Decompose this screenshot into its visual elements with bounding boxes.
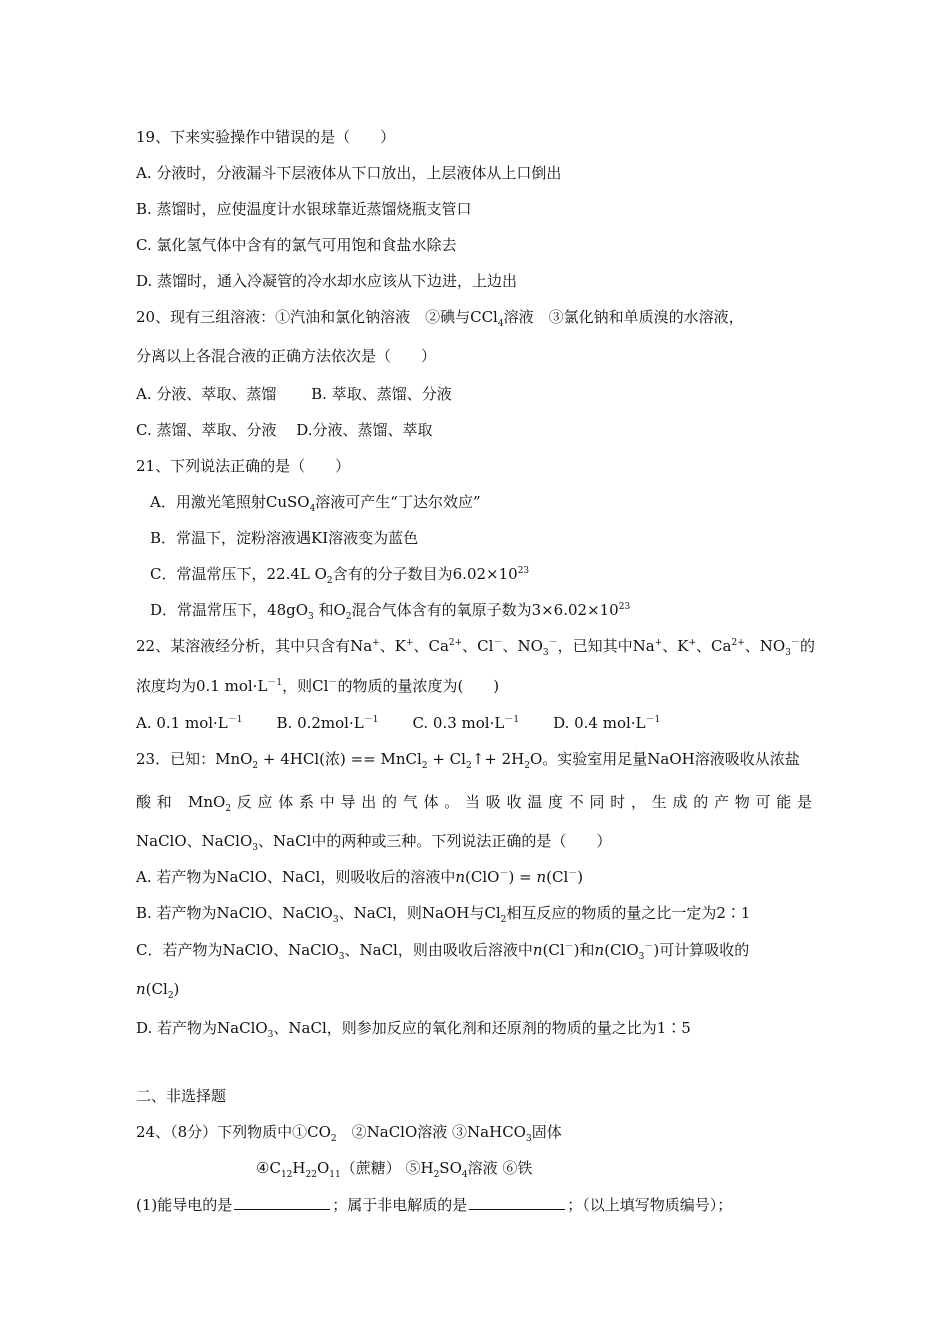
q21-stem: 21、下列说法正确的是（ ）: [136, 457, 351, 475]
q21-option-d: D．常温常压下，$48gO_3$ 和$O_2$混合气体含有的氧原子数为$3\times 6.02\times 10^{23}$: [150, 601, 631, 622]
q19-stem: 19、下来实验操作中错误的是（ ）: [136, 128, 396, 146]
q24-stem-2: $④C_{12}H_{22}O_{11}$（蔗糖） $⑤H_2SO_4$溶液 ⑥铁: [256, 1159, 533, 1180]
q20-options-cd: C. 蒸馏、萃取、分液 D.分液、蒸馏、萃取: [136, 421, 433, 439]
q20-options-ab: A. 分液、萃取、蒸馏 B. 萃取、蒸馏、分液: [136, 385, 452, 403]
q19-option-a: A. 分液时，分液漏斗下层液体从下口放出，上层液体从上口倒出: [136, 164, 562, 182]
q20-stem-2: 分离以上各混合液的正确方法依次是（ ）: [136, 347, 437, 365]
q24-stem: 24、（8分）下列物质中$①CO_2$ ②NaClO溶液 ③NaHCO$_3$固体: [136, 1123, 562, 1144]
q19-option-d: D. 蒸馏时，通入冷凝管的冷水却水应该从下边进，上边出: [136, 272, 518, 290]
q24-part-1: (1)能导电的是 ；属于非电解质的是 ；（以上填写物质编号）；: [136, 1196, 733, 1214]
q23-option-a: A. 若产物为NaClO、NaCl，则吸收后的溶液中n(ClO－) = n(Cl－): [136, 868, 584, 886]
q19-option-b: B. 蒸馏时，应使温度计水银球靠近蒸馏烧瓶支管口: [136, 200, 472, 218]
q20-stem: 20、现有三组溶液：①汽油和氯化钠溶液 ②碘与CCl$_4$溶液 ③氯化钠和单质溴的水溶液，: [136, 308, 744, 329]
q23-option-c-2: $n(Cl_2)$: [136, 980, 180, 1001]
section-heading: 二、非选择题: [136, 1087, 227, 1105]
q23-option-c: C．若产物为NaClO、NaClO$_3$、NaCl，则由吸收后溶液中n(Cl－)和n(ClO$_3$－)可计算吸收的: [136, 941, 750, 962]
answer-blank-nonelectrolytes[interactable]: [469, 1194, 565, 1210]
q23-stem-3: NaClO、NaClO$_3$、NaCl中的两种或三种。下列说法正确的是（ ）: [136, 832, 612, 853]
q22-stem-2: 浓度均为0.1 $mol\cdot L^{-1}$，则Cl－的物质的量浓度为( ): [136, 677, 500, 695]
q21-option-b: B．常温下，淀粉溶液遇KI溶液变为蓝色: [150, 529, 419, 547]
q23-stem-2: 酸和 MnO$_2$反应体系中导出的气体。当吸收温度不同时，生成的产物可能是: [136, 793, 812, 814]
q21-option-c: C．常温常压下，22.4L $O_2$含有的分子数目为$6.02\times 10^{23}$: [150, 565, 530, 586]
q22-stem: 22、某溶液经分析，其中只含有Na+、K+、$Ca^{2+}$、Cl－、$NO_3^-$，已知其中Na+、K+、$Ca^{2+}$、$NO_3^-$的: [136, 637, 815, 658]
q23-option-b: B. 若产物为NaClO、NaClO$_3$、NaCl，则NaOH与$Cl_2$相互反应的物质的量之比一定为2∶1: [136, 904, 751, 925]
q23-option-d: D. 若产物为NaClO$_3$、NaCl，则参加反应的氧化剂和还原剂的物质的量之比为1∶5: [136, 1019, 691, 1040]
q19-option-c: C. 氯化氢气体中含有的氯气可用饱和食盐水除去: [136, 236, 457, 254]
answer-blank-conductors[interactable]: [234, 1194, 330, 1210]
q23-stem: 23．已知：MnO$_2$ + 4HCl(浓) == MnCl$_2$ + $Cl_2↑+ 2H_2O$。实验室用足量NaOH溶液吸收从浓盐: [136, 750, 800, 771]
q22-options: A. 0.1 $mol\cdot L^{-1}$ B. $0.2mol\cdot L^{-1}$ C. 0.3 $mol\cdot L^{-1}$ D. 0.4 $mol\cdot L^{-1}$: [136, 714, 661, 732]
q21-option-a: A．用激光笔照射CuSO$_4$溶液可产生“丁达尔效应”: [150, 493, 481, 514]
